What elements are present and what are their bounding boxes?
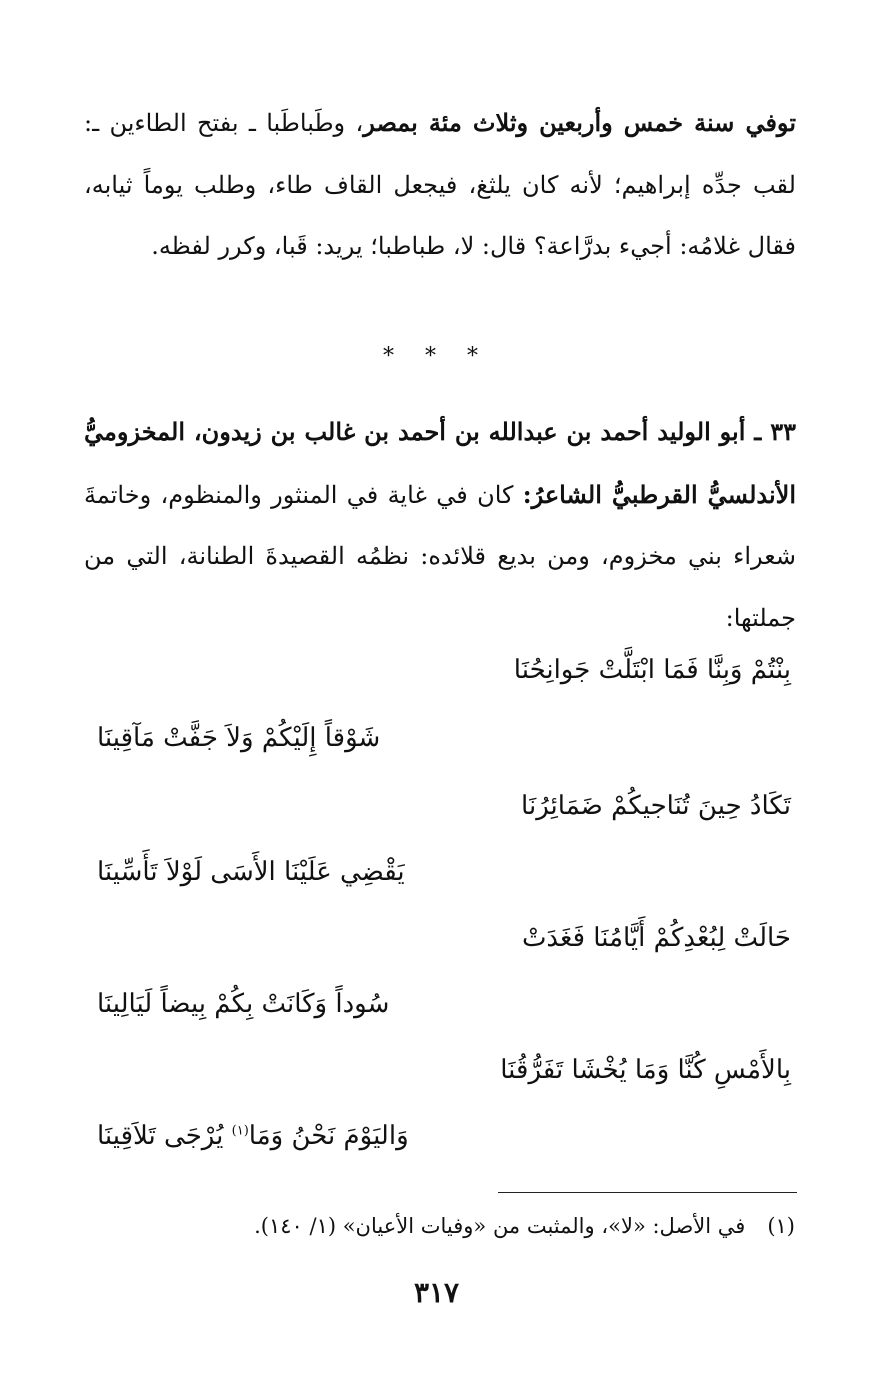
verse-4-second-start: وَاليَوْمَ نَحْنُ وَمَا: [248, 1121, 409, 1151]
entry-33-paragraph: [84, 401, 796, 649]
footnote-text: في الأصل: «لا»، والمثبت من «وفيات الأعيان» (١/ ١٤٠).: [254, 1214, 746, 1238]
footnote-divider: [498, 1192, 797, 1193]
verse-3-second-hemistich: سُوداً وَكَانَتْ بِكُمْ بِيضاً لَيَالِينَا: [97, 989, 390, 1019]
verse-4-first-hemistich: بِالأَمْسِ كُنَّا وَمَا يُخْشَا تَفَرُّقُنَا: [500, 1055, 791, 1085]
verse-1-second-hemistich: شَوْقاً إِلَيْكُمْ وَلاَ جَفَّتْ مَآقِينَا: [97, 723, 381, 753]
footnote-reference: (١): [231, 1123, 249, 1139]
verse-2-second-hemistich: يَقْضِي عَلَيْنَا الأَسَى لَوْلاَ تَأَسِّينَا: [97, 857, 405, 887]
verse-4-second-end: يُرْجَى تَلاَقِينَا: [97, 1121, 232, 1151]
section-separator: * * *: [383, 344, 490, 369]
paragraph-tabataba: [84, 92, 796, 278]
footnote-number: (١): [767, 1214, 795, 1238]
entry-33-heading: ٣٣ ـ أبو الوليد أحمد بن عبدالله بن أحمد بن غالب بن زيدون، المخزوميُّ الأندلسيُّ القرطبيُّ الشاعرُ:: [84, 417, 797, 509]
page-number: ٣١٧: [413, 1276, 460, 1309]
footnote: [254, 1206, 795, 1246]
verse-1-first-hemistich: بِنْتُمْ وَبِنَّا فَمَا ابْتَلَّتْ جَوانِحُنَا: [513, 655, 791, 685]
entry-33-body: كان في غاية في المنثور والمنظوم، وخاتمةَ شعراء بني مخزوم، ومن بديع قلائده: نظمُه القصيدةَ الطنانة، التي من جملتها:: [84, 480, 796, 632]
verse-4-second-hemistich: [97, 1116, 409, 1156]
paragraph-text: ، وطَباطَبا ـ بفتح الطاءين ـ: لقب جدِّه إبراهيم؛ لأنه كان يلثغ، فيجعل القاف طاء، وطلب يوماً ثيابه، فقال غلامُه: أجيء بدرَّاعة؟ قال: لا، طباطبا؛ يريد: قَبا، وكرر لفظه.: [84, 109, 796, 260]
verse-2-first-hemistich: تَكَادُ حِينَ تُنَاجيكُمْ ضَمَائِرُنَا: [521, 791, 791, 821]
verse-3-first-hemistich: حَالَتْ لِبُعْدِكُمْ أَيَّامُنَا فَغَدَتْ: [521, 923, 791, 953]
death-date-bold: توفي سنة خمس وأربعين وثلاث مئة بمصر: [363, 108, 797, 137]
